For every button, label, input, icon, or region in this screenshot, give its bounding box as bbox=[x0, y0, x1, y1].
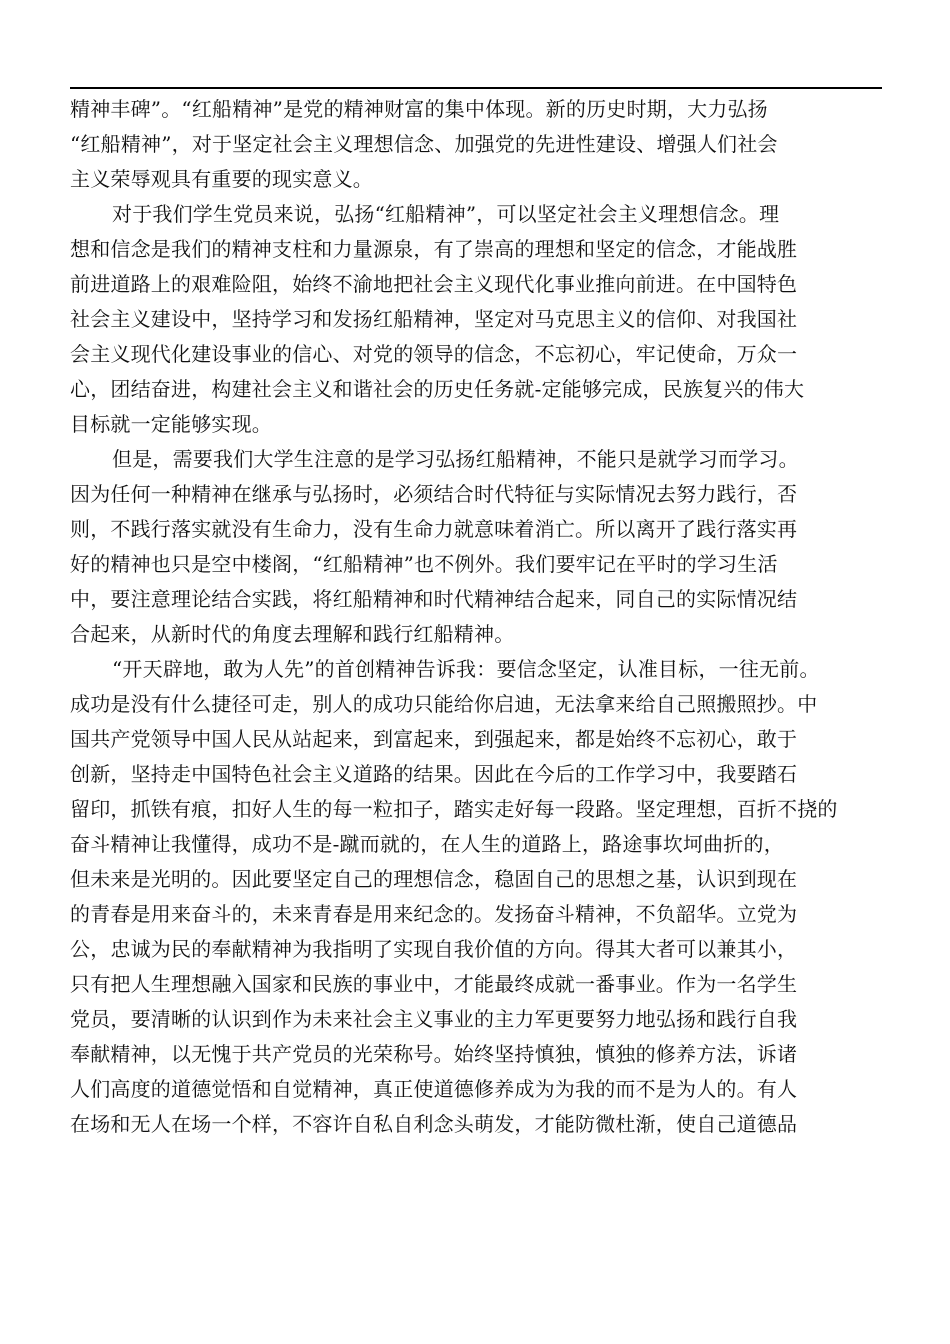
paragraph-start-line: 对于我们学生党员来说，弘扬“红船精神”，可以坚定社会主义理想信念。理 bbox=[112, 202, 780, 226]
text-line: 留印，抓铁有痕，扣好人生的每一粒扣子，踏实走好每一段路。坚定理想，百折不挠的 bbox=[70, 797, 838, 821]
text-line: 中，要注意理论结合实践，将红船精神和时代精神结合起来，同自己的实际情况结 bbox=[70, 587, 798, 611]
text-line: 主义荣辱观具有重要的现实意义。 bbox=[70, 167, 373, 191]
text-line: 国共产党领导中国人民从站起来，到富起来，到强起来，都是始终不忘初心，敢于 bbox=[70, 727, 798, 751]
text-line: 前进道路上的艰难险阻，始终不渝地把社会主义现代化事业推向前进。在中国特色 bbox=[70, 272, 798, 296]
text-line: 则，不践行落实就没有生命力，没有生命力就意味着消亡。所以离开了践行落实再 bbox=[70, 517, 798, 541]
text-line: 的青春是用来奋斗的，未来青春是用来纪念的。发扬奋斗精神，不负韶华。立党为 bbox=[70, 902, 798, 926]
text-line: 因为任何一种精神在继承与弘扬时，必须结合时代特征与实际情况去努力践行，否 bbox=[70, 482, 798, 506]
paragraph-start-line: “开天辟地，敢为人先”的首创精神告诉我：要信念坚定，认准目标，一往无前。 bbox=[112, 657, 820, 681]
text-line: 心，团结奋进，构建社会主义和谐社会的历史任务就-定能够完成，民族复兴的伟大 bbox=[70, 377, 805, 401]
text-line: 党员，要清晰的认识到作为未来社会主义事业的主力军更要努力地弘扬和践行自我 bbox=[70, 1007, 798, 1031]
text-line: 合起来，从新时代的角度去理解和践行红船精神。 bbox=[70, 622, 515, 646]
text-line: 公，忠诚为民的奉献精神为我指明了实现自我价值的方向。得其大者可以兼其小， bbox=[70, 937, 798, 961]
text-line: 在场和无人在场一个样，不容许自私自利念头萌发，才能防微杜渐，使自己道德品 bbox=[70, 1112, 798, 1136]
text-line: 好的精神也只是空中楼阁，“红船精神”也不例外。我们要牢记在平时的学习生活 bbox=[70, 552, 778, 576]
text-line: 社会主义建设中，坚持学习和发扬红船精神，坚定对马克思主义的信仰、对我国社 bbox=[70, 307, 798, 331]
text-line: “红船精神”，对于坚定社会主义理想信念、加强党的先进性建设、增强人们社会 bbox=[70, 132, 778, 156]
text-line: 但未来是光明的。因此要坚定自己的理想信念，稳固自己的思想之基，认识到现在 bbox=[70, 867, 798, 891]
body-text bbox=[70, 92, 890, 1142]
text-line: 成功是没有什么捷径可走，别人的成功只能给你启迪，无法拿来给自己照搬照抄。中 bbox=[70, 692, 818, 716]
text-line: 奋斗精神让我懂得，成功不是-蹴而就的，在人生的道路上，路途事坎坷曲折的， bbox=[70, 832, 784, 856]
text-line: 人们高度的道德觉悟和自觉精神，真正使道德修养成为为我的而不是为人的。有人 bbox=[70, 1077, 798, 1101]
paragraph-start-line: 但是，需要我们大学生注意的是学习弘扬红船精神，不能只是就学习而学习。 bbox=[112, 447, 799, 471]
text-line: 想和信念是我们的精神支柱和力量源泉，有了崇高的理想和坚定的信念，才能战胜 bbox=[70, 237, 798, 261]
header-rule bbox=[70, 87, 882, 89]
text-line: 奉献精神，以无愧于共产党员的光荣称号。始终坚持慎独，慎独的修养方法，诉诸 bbox=[70, 1042, 798, 1066]
text-line: 目标就一定能够实现。 bbox=[70, 412, 272, 436]
text-line: 创新，坚持走中国特色社会主义道路的结果。因此在今后的工作学习中，我要踏石 bbox=[70, 762, 798, 786]
text-line: 只有把人生理想融入国家和民族的事业中，才能最终成就一番事业。作为一名学生 bbox=[70, 972, 798, 996]
text-line: 精神丰碑”。“红船精神”是党的精神财富的集中体现。新的历史时期，大力弘扬 bbox=[70, 97, 768, 121]
text-line: 会主义现代化建设事业的信心、对党的领导的信念，不忘初心，牢记使命，万众一 bbox=[70, 342, 798, 366]
